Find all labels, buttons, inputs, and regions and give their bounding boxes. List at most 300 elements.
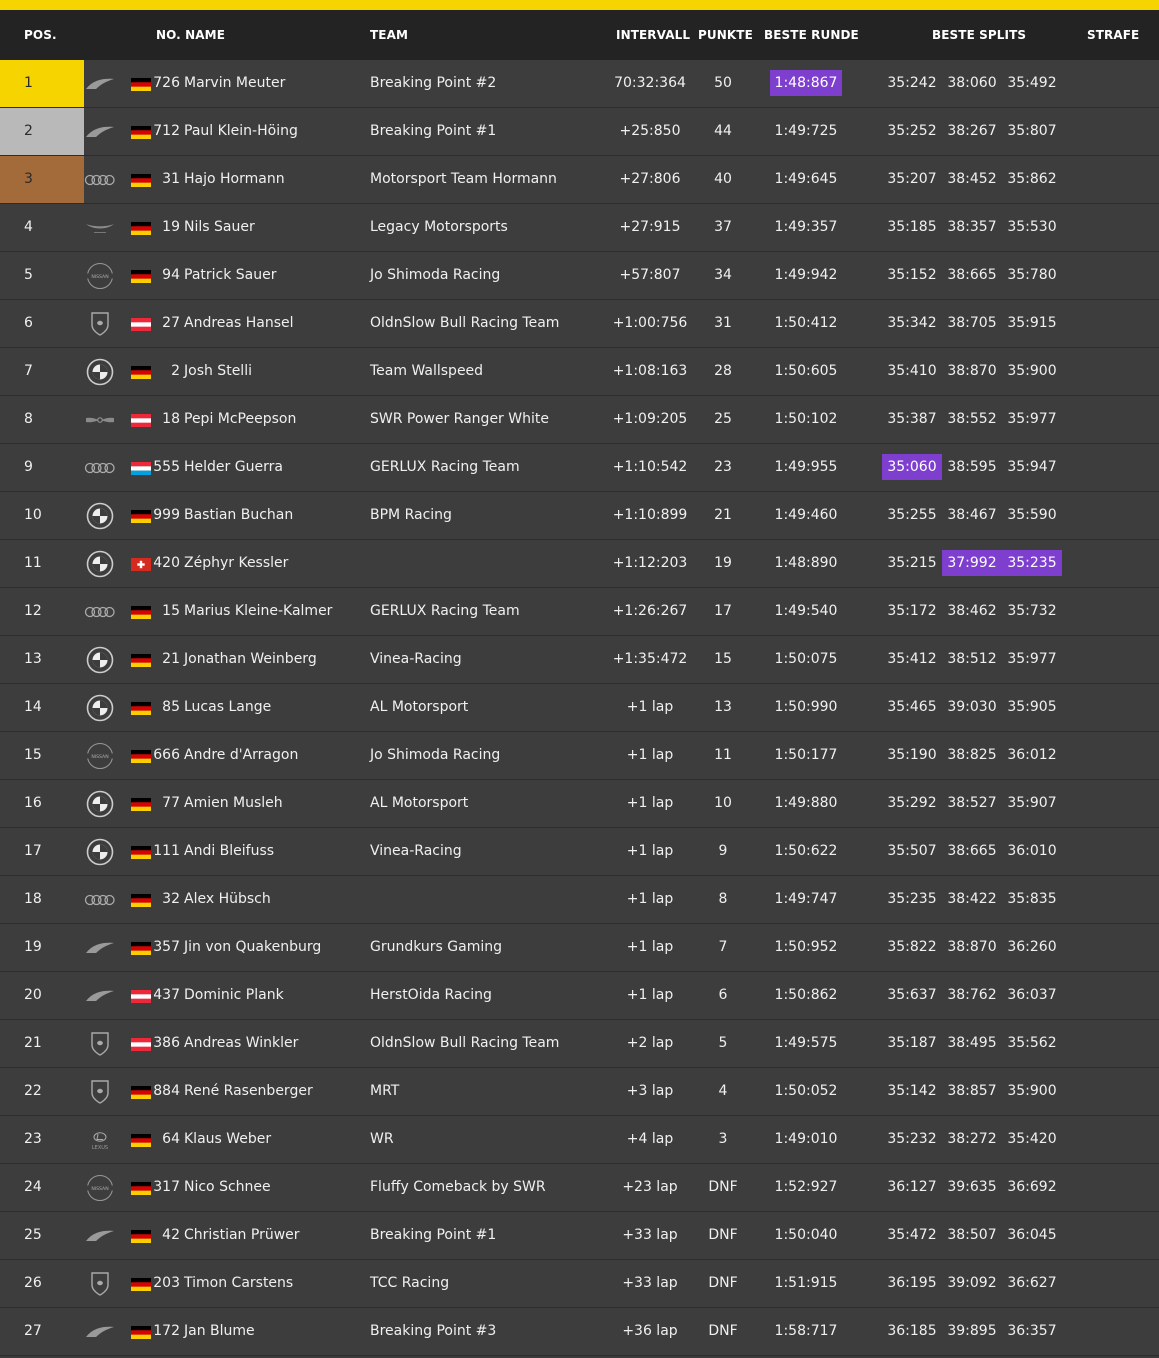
points-cell: 28	[714, 363, 732, 379]
interval-cell: +25:850	[619, 123, 681, 139]
driver-name[interactable]: Helder Guerra	[184, 459, 283, 475]
position-cell: 14	[24, 699, 42, 715]
split-1-value: 35:410	[887, 363, 937, 379]
split-1-value: 35:172	[887, 603, 937, 619]
driver-name[interactable]: Nico Schnee	[184, 1179, 271, 1195]
split-1-value: 35:637	[887, 987, 937, 1003]
car-number: 386	[153, 1035, 180, 1051]
split-1-cell	[878, 876, 946, 923]
points-cell: 4	[718, 1083, 728, 1099]
interval-cell: +33 lap	[622, 1227, 678, 1243]
bmw-logo	[84, 502, 116, 530]
split-3-cell	[1000, 1116, 1064, 1163]
split-2-value: 38:272	[947, 1131, 997, 1147]
lamborghini-logo	[84, 1030, 116, 1058]
split-3-cell	[1000, 588, 1064, 635]
position-cell: 26	[24, 1275, 42, 1291]
split-2-cell	[940, 780, 1004, 827]
position-cell: 13	[24, 651, 42, 667]
table-row[interactable]	[0, 588, 1159, 636]
team-name: Breaking Point #2	[370, 75, 497, 91]
team-name: OldnSlow Bull Racing Team	[370, 1035, 560, 1051]
team-name: SWR Power Ranger White	[370, 411, 549, 427]
points-cell: DNF	[708, 1323, 738, 1339]
best-lap-cell	[757, 780, 855, 827]
team-name: Legacy Motorsports	[370, 219, 508, 235]
split-2-cell	[940, 1308, 1004, 1355]
split-2-value: 38:467	[947, 507, 997, 523]
table-row[interactable]	[0, 636, 1159, 684]
driver-name[interactable]: Paul Klein-Höing	[184, 123, 298, 139]
table-row[interactable]	[0, 444, 1159, 492]
nissan-logo	[84, 1174, 116, 1202]
driver-name[interactable]: Andi Bleifuss	[184, 843, 275, 859]
driver-name[interactable]: Dominic Plank	[184, 987, 284, 1003]
table-row[interactable]	[0, 1212, 1159, 1260]
driver-name[interactable]: Jonathan Weinberg	[184, 651, 317, 667]
split-2-cell	[940, 732, 1004, 779]
interval-cell: +4 lap	[626, 1131, 674, 1147]
points-cell: 21	[714, 507, 732, 523]
split-1-cell	[878, 444, 946, 491]
car-number: 172	[153, 1323, 180, 1339]
split-1-cell	[878, 348, 946, 395]
interval-cell: +1 lap	[626, 987, 674, 1003]
header-punkte: PUNKTE	[698, 28, 753, 42]
best-lap-value: 1:49:540	[774, 603, 838, 619]
split-2-cell	[940, 1164, 1004, 1211]
split-3-cell	[1000, 444, 1064, 491]
audi-logo	[84, 598, 116, 626]
split-1-cell	[878, 60, 946, 107]
split-1-cell	[878, 684, 946, 731]
driver-name[interactable]: Jin von Quakenburg	[184, 939, 322, 955]
driver-name[interactable]: Pepi McPeepson	[184, 411, 297, 427]
car-number: 32	[162, 891, 180, 907]
split-1-value: 35:232	[887, 1131, 937, 1147]
best-lap-cell	[757, 732, 855, 779]
best-lap-value: 1:49:575	[774, 1035, 838, 1051]
table-row[interactable]	[0, 828, 1159, 876]
position-cell: 23	[24, 1131, 42, 1147]
points-cell: 34	[714, 267, 732, 283]
car-number: 31	[162, 171, 180, 187]
interval-cell: +1 lap	[626, 843, 674, 859]
points-cell: 15	[714, 651, 732, 667]
team-name: GERLUX Racing Team	[370, 459, 520, 475]
split-2-value: 38:870	[947, 939, 997, 955]
audi-logo	[84, 886, 116, 914]
split-3-value: 35:977	[1007, 411, 1057, 427]
driver-name[interactable]: Marius Kleine-Kalmer	[184, 603, 333, 619]
best-lap-cell	[757, 1068, 855, 1115]
split-1-value: 35:190	[887, 747, 937, 763]
interval-cell: +1:10:542	[612, 459, 688, 475]
table-row[interactable]	[0, 252, 1159, 300]
best-lap-value: 1:50:102	[774, 411, 838, 427]
split-1-value: 35:387	[887, 411, 937, 427]
team-name: AL Motorsport	[370, 795, 469, 811]
table-row[interactable]	[0, 348, 1159, 396]
best-lap-cell	[757, 1164, 855, 1211]
best-lap-value: 1:49:942	[774, 267, 838, 283]
split-1-cell	[878, 108, 946, 155]
best-lap-cell	[757, 876, 855, 923]
position-cell: 4	[24, 219, 33, 235]
split-3-value: 35:807	[1007, 123, 1057, 139]
split-1-value: 35:142	[887, 1083, 937, 1099]
points-cell: 9	[718, 843, 728, 859]
table-row[interactable]	[0, 204, 1159, 252]
table-row[interactable]	[0, 60, 1159, 108]
split-3-value: 35:900	[1007, 1083, 1057, 1099]
lamborghini-logo	[84, 310, 116, 338]
driver-name[interactable]: Bastian Buchan	[184, 507, 294, 523]
split-1-cell	[878, 1260, 946, 1307]
split-3-cell	[1000, 1020, 1064, 1067]
best-lap-cell	[757, 1020, 855, 1067]
car-number: 357	[153, 939, 180, 955]
car-number: 94	[162, 267, 180, 283]
table-row[interactable]	[0, 780, 1159, 828]
car-number: 999	[153, 507, 180, 523]
interval-cell: +1:00:756	[612, 315, 688, 331]
car-number: 111	[153, 843, 180, 859]
best-lap-value: 1:50:990	[774, 699, 838, 715]
team-name: Vinea-Racing	[370, 651, 462, 667]
header-no-name: NO. NAME	[156, 28, 225, 42]
position-cell: 19	[24, 939, 42, 955]
split-2-cell	[940, 540, 1004, 587]
table-row[interactable]	[0, 1020, 1159, 1068]
split-1-cell	[878, 924, 946, 971]
split-1-value: 35:060	[882, 454, 941, 480]
split-2-value: 38:462	[947, 603, 997, 619]
car-number: 726	[153, 75, 180, 91]
split-2-value: 38:512	[947, 651, 997, 667]
points-cell: DNF	[708, 1227, 738, 1243]
position-cell: 21	[24, 1035, 42, 1051]
table-row[interactable]	[0, 108, 1159, 156]
table-row[interactable]	[0, 540, 1159, 588]
driver-name[interactable]: Andre d'Arragon	[184, 747, 299, 763]
split-2-cell	[940, 204, 1004, 251]
lamborghini-logo	[84, 1078, 116, 1106]
driver-name[interactable]: Lucas Lange	[184, 699, 272, 715]
split-3-cell	[1000, 1308, 1064, 1355]
split-3-value: 35:862	[1007, 171, 1057, 187]
driver-name[interactable]: Andreas Hansel	[184, 315, 294, 331]
interval-cell: +1:08:163	[612, 363, 688, 379]
split-1-value: 35:255	[887, 507, 937, 523]
split-3-value: 35:492	[1007, 75, 1057, 91]
points-cell: 11	[714, 747, 732, 763]
position-cell: 22	[24, 1083, 42, 1099]
split-3-value: 36:260	[1007, 939, 1057, 955]
best-lap-value: 1:49:880	[774, 795, 838, 811]
position-cell: 9	[24, 459, 33, 475]
driver-name[interactable]: Patrick Sauer	[184, 267, 277, 283]
split-3-value: 35:732	[1007, 603, 1057, 619]
points-cell: 40	[714, 171, 732, 187]
team-name: OldnSlow Bull Racing Team	[370, 315, 560, 331]
table-row[interactable]	[0, 732, 1159, 780]
car-number: 2	[171, 363, 180, 379]
interval-cell: +1:12:203	[612, 555, 688, 571]
split-1-cell	[878, 780, 946, 827]
split-2-cell	[940, 300, 1004, 347]
bentley-logo	[84, 406, 116, 434]
split-1-value: 35:242	[887, 75, 937, 91]
split-2-cell	[940, 1116, 1004, 1163]
team-name: Fluffy Comeback by SWR	[370, 1179, 546, 1195]
best-lap-cell	[757, 300, 855, 347]
split-3-value: 35:907	[1007, 795, 1057, 811]
table-row[interactable]	[0, 924, 1159, 972]
svg-text:LEXUS: LEXUS	[91, 1145, 109, 1151]
table-row[interactable]	[0, 876, 1159, 924]
team-name: MRT	[370, 1083, 400, 1099]
split-1-value: 35:187	[887, 1035, 937, 1051]
car-number: 555	[153, 459, 180, 475]
points-cell: 17	[714, 603, 732, 619]
split-2-value: 38:870	[947, 363, 997, 379]
split-1-value: 35:465	[887, 699, 937, 715]
split-1-cell	[878, 732, 946, 779]
split-3-value: 35:562	[1007, 1035, 1057, 1051]
team-name: WR	[370, 1131, 394, 1147]
header-strafe: STRAFE	[1087, 28, 1140, 42]
split-3-cell	[1000, 1068, 1064, 1115]
position-cell: 6	[24, 315, 33, 331]
best-lap-value: 1:51:915	[774, 1275, 838, 1291]
position-cell: 17	[24, 843, 42, 859]
table-row[interactable]	[0, 1260, 1159, 1308]
split-3-cell	[1000, 396, 1064, 443]
team-name: Breaking Point #1	[370, 123, 497, 139]
best-lap-cell	[757, 924, 855, 971]
split-2-cell	[940, 1020, 1004, 1067]
table-row[interactable]	[0, 1068, 1159, 1116]
split-2-cell	[940, 1260, 1004, 1307]
split-2-cell	[940, 1068, 1004, 1115]
position-cell: 1	[0, 60, 84, 107]
split-2-value: 37:992	[942, 550, 1001, 576]
driver-name[interactable]: Jan Blume	[184, 1323, 255, 1339]
split-1-value: 35:252	[887, 123, 937, 139]
header-beste-runde: BESTE RUNDE	[764, 28, 859, 42]
split-2-value: 38:665	[947, 843, 997, 859]
split-3-cell	[1000, 636, 1064, 683]
results-table	[0, 60, 1159, 1356]
driver-name[interactable]: Josh Stelli	[184, 363, 252, 379]
position-cell: 18	[24, 891, 42, 907]
best-lap-value: 1:58:717	[774, 1323, 838, 1339]
split-1-value: 35:152	[887, 267, 937, 283]
lexus-logo	[84, 1126, 116, 1154]
split-1-cell	[878, 204, 946, 251]
points-cell: 44	[714, 123, 732, 139]
split-3-cell	[1000, 732, 1064, 779]
driver-name[interactable]: Timon Carstens	[184, 1275, 294, 1291]
car-number: 42	[162, 1227, 180, 1243]
car-number: 712	[153, 123, 180, 139]
mclaren-logo	[84, 70, 116, 98]
table-row[interactable]	[0, 156, 1159, 204]
best-lap-cell	[757, 156, 855, 203]
accent-bar	[0, 0, 1159, 10]
best-lap-value: 1:49:357	[774, 219, 838, 235]
driver-name[interactable]: Christian Prüwer	[184, 1227, 300, 1243]
interval-cell: +1:35:472	[612, 651, 688, 667]
table-row[interactable]	[0, 972, 1159, 1020]
driver-name[interactable]: Marvin Meuter	[184, 75, 286, 91]
split-3-cell	[1000, 924, 1064, 971]
driver-name[interactable]: Andreas Winkler	[184, 1035, 299, 1051]
split-2-value: 38:507	[947, 1227, 997, 1243]
team-name: BPM Racing	[370, 507, 452, 523]
split-2-cell	[940, 492, 1004, 539]
split-1-value: 36:127	[887, 1179, 937, 1195]
split-3-value: 35:530	[1007, 219, 1057, 235]
split-1-cell	[878, 588, 946, 635]
points-cell: 10	[714, 795, 732, 811]
split-3-value: 35:780	[1007, 267, 1057, 283]
team-name: Breaking Point #3	[370, 1323, 497, 1339]
split-1-value: 36:195	[887, 1275, 937, 1291]
driver-name[interactable]: Alex Hübsch	[184, 891, 271, 907]
split-2-value: 38:452	[947, 171, 997, 187]
table-row[interactable]	[0, 1308, 1159, 1356]
split-3-cell	[1000, 684, 1064, 731]
driver-name[interactable]: Klaus Weber	[184, 1131, 272, 1147]
table-row[interactable]	[0, 396, 1159, 444]
header-beste-splits: BESTE SPLITS	[932, 28, 1027, 42]
best-lap-cell	[757, 684, 855, 731]
split-2-cell	[940, 876, 1004, 923]
interval-cell: +3 lap	[626, 1083, 674, 1099]
split-3-cell	[1000, 1164, 1064, 1211]
driver-name[interactable]: Zéphyr Kessler	[184, 555, 289, 571]
split-1-cell	[878, 300, 946, 347]
position-cell: 20	[24, 987, 42, 1003]
best-lap-cell	[757, 444, 855, 491]
driver-name[interactable]: Nils Sauer	[184, 219, 255, 235]
split-3-cell	[1000, 252, 1064, 299]
mclaren-logo	[84, 934, 116, 962]
best-lap-value: 1:52:927	[774, 1179, 838, 1195]
driver-name[interactable]: Hajo Hormann	[184, 171, 285, 187]
driver-name[interactable]: René Rasenberger	[184, 1083, 313, 1099]
split-1-value: 35:235	[887, 891, 937, 907]
split-1-cell	[878, 540, 946, 587]
svg-text:NISSAN: NISSAN	[91, 754, 109, 760]
bmw-logo	[84, 646, 116, 674]
split-3-cell	[1000, 492, 1064, 539]
table-row[interactable]	[0, 300, 1159, 348]
header-pos: POS.	[24, 28, 57, 42]
split-3-value: 36:010	[1007, 843, 1057, 859]
audi-logo	[84, 454, 116, 482]
best-lap-cell	[757, 252, 855, 299]
bmw-logo	[84, 790, 116, 818]
position-cell: 24	[24, 1179, 42, 1195]
split-3-value: 35:915	[1007, 315, 1057, 331]
team-name: HerstOida Racing	[370, 987, 492, 1003]
split-1-value: 35:822	[887, 939, 937, 955]
best-lap-cell	[757, 1212, 855, 1259]
points-cell: 8	[718, 891, 728, 907]
interval-cell: +36 lap	[622, 1323, 678, 1339]
split-2-cell	[940, 60, 1004, 107]
points-cell: 37	[714, 219, 732, 235]
best-lap-cell	[757, 540, 855, 587]
split-1-value: 36:185	[887, 1323, 937, 1339]
mclaren-logo	[84, 982, 116, 1010]
table-row[interactable]	[0, 1164, 1159, 1212]
svg-text:NISSAN: NISSAN	[91, 1186, 109, 1192]
position-cell: 2	[0, 108, 84, 155]
split-2-value: 38:060	[947, 75, 997, 91]
split-2-cell	[940, 588, 1004, 635]
split-2-value: 38:665	[947, 267, 997, 283]
points-cell: 5	[718, 1035, 728, 1051]
interval-cell: +2 lap	[626, 1035, 674, 1051]
split-2-value: 38:495	[947, 1035, 997, 1051]
split-1-value: 35:342	[887, 315, 937, 331]
split-3-cell	[1000, 972, 1064, 1019]
bmw-logo	[84, 358, 116, 386]
best-lap-value: 1:50:412	[774, 315, 838, 331]
driver-name[interactable]: Amien Musleh	[184, 795, 283, 811]
points-cell: DNF	[708, 1179, 738, 1195]
nissan-logo	[84, 742, 116, 770]
team-name: GERLUX Racing Team	[370, 603, 520, 619]
split-3-cell	[1000, 540, 1064, 587]
split-2-cell	[940, 396, 1004, 443]
split-2-cell	[940, 444, 1004, 491]
split-2-value: 38:552	[947, 411, 997, 427]
table-row[interactable]	[0, 492, 1159, 540]
table-row[interactable]	[0, 1116, 1159, 1164]
best-lap-cell	[757, 108, 855, 155]
split-1-cell	[878, 492, 946, 539]
points-cell: 3	[718, 1131, 728, 1147]
position-cell: 10	[24, 507, 42, 523]
interval-cell: +1:26:267	[612, 603, 688, 619]
best-lap-value: 1:49:010	[774, 1131, 838, 1147]
car-number: 85	[162, 699, 180, 715]
car-number: 21	[162, 651, 180, 667]
team-name: Jo Shimoda Racing	[370, 747, 501, 763]
split-1-cell	[878, 636, 946, 683]
bmw-logo	[84, 694, 116, 722]
table-row[interactable]	[0, 684, 1159, 732]
position-cell: 27	[24, 1323, 42, 1339]
points-cell: 23	[714, 459, 732, 475]
svg-text:NISSAN: NISSAN	[91, 274, 109, 280]
split-3-value: 36:692	[1007, 1179, 1057, 1195]
best-lap-cell	[757, 1260, 855, 1307]
split-1-value: 35:215	[887, 555, 937, 571]
points-cell: 25	[714, 411, 732, 427]
points-cell: 13	[714, 699, 732, 715]
split-2-value: 38:762	[947, 987, 997, 1003]
split-1-cell	[878, 252, 946, 299]
best-lap-value: 1:49:725	[774, 123, 838, 139]
split-2-cell	[940, 972, 1004, 1019]
best-lap-value: 1:48:867	[770, 70, 843, 96]
